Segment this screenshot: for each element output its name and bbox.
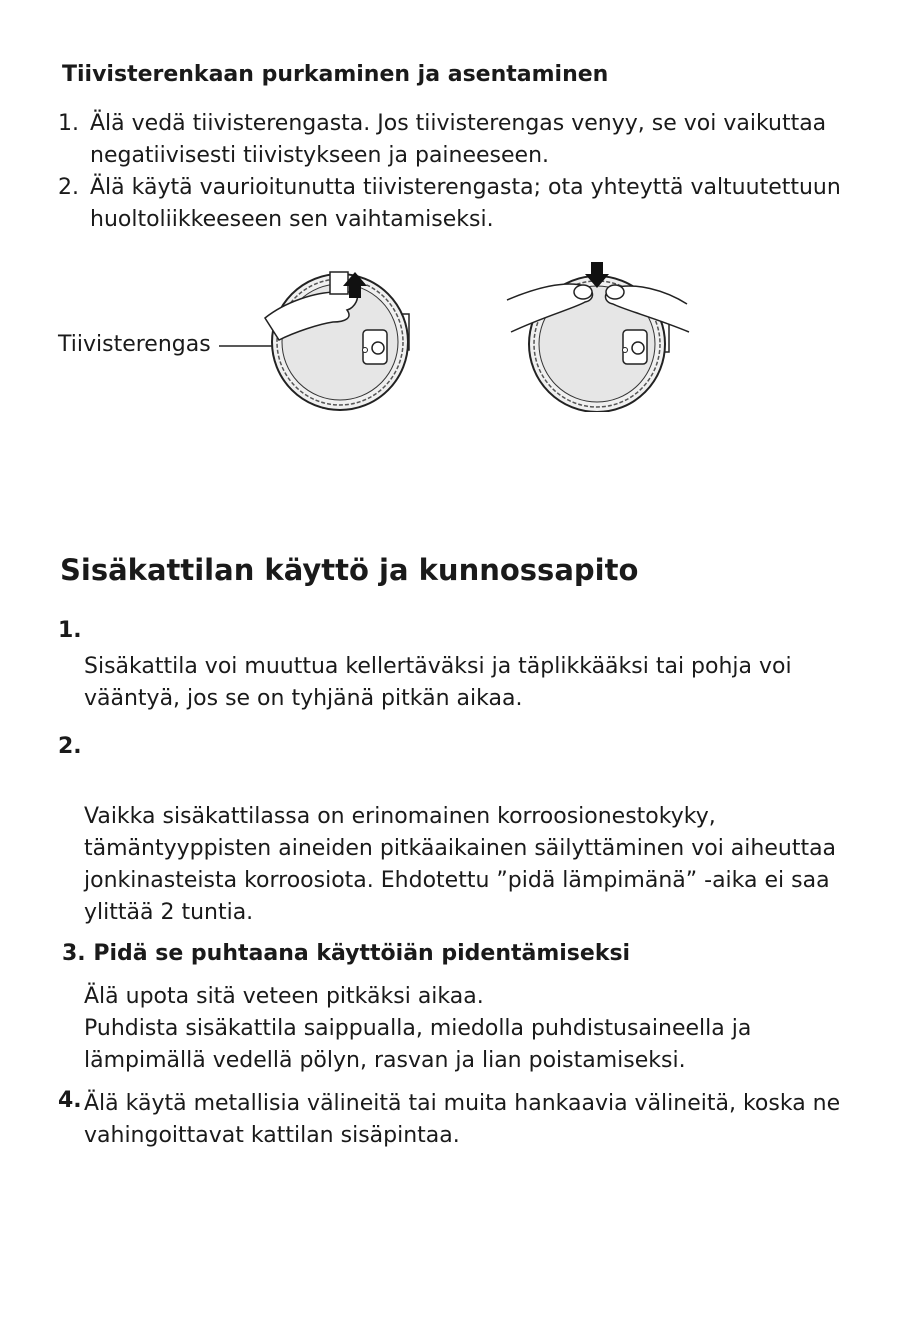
figure-label-seal-ring: Tiivisterengas bbox=[58, 332, 211, 357]
paragraph-line: Vaikka sisäkattilassa on erinomainen korroosionestokyky, bbox=[84, 804, 716, 829]
lid-install-ring-illustration bbox=[505, 260, 695, 412]
list-item-text: negatiivisesti tiivistykseen ja paineeseen. bbox=[90, 143, 550, 168]
section-title-seal-ring: Tiivisterenkaan purkaminen ja asentaminen bbox=[62, 62, 609, 87]
paragraph-line: vahingoittavat kattilan sisäpintaa. bbox=[84, 1123, 460, 1148]
paragraph-line: Sisäkattila voi muuttua kellertäväksi ja täplikkääksi tai pohja voi bbox=[84, 654, 792, 679]
list-number: 1. bbox=[58, 111, 79, 136]
paragraph-line: tämäntyyppisten aineiden pitkäaikainen säilyttäminen voi aiheuttaa bbox=[84, 836, 837, 861]
list-number: 1. bbox=[58, 618, 82, 643]
paragraph-line: vääntyä, jos se on tyhjänä pitkän aikaa. bbox=[84, 686, 523, 711]
paragraph-line: jonkinasteista korroosiota. Ehdotettu ”pidä lämpimänä” -aika ei saa bbox=[84, 868, 830, 893]
list-item-text: Älä vedä tiivisterengasta. Jos tiivisterengas venyy, se voi vaikuttaa bbox=[90, 111, 827, 136]
list-item-text: huoltoliikkeeseen sen vaihtamiseksi. bbox=[90, 207, 494, 232]
subheading-clean: 3. Pidä se puhtaana käyttöiän pidentämiseksi bbox=[62, 941, 631, 966]
paragraph-line: Älä upota sitä veteen pitkäksi aikaa. bbox=[84, 984, 484, 1009]
paragraph-line: Älä käytä metallisia välineitä tai muita hankaavia välineitä, koska ne bbox=[84, 1091, 841, 1116]
list-number: 2. bbox=[58, 734, 82, 759]
lid-remove-ring-illustration bbox=[215, 262, 415, 412]
section-title-inner-pot: Sisäkattilan käyttö ja kunnossapito bbox=[60, 553, 639, 587]
list-item-text: Älä käytä vaurioitunutta tiivisterengasta; ota yhteyttä valtuutettuun bbox=[90, 175, 841, 200]
paragraph-line: lämpimällä vedellä pölyn, rasvan ja lian poistamiseksi. bbox=[84, 1048, 686, 1073]
paragraph-line: ylittää 2 tuntia. bbox=[84, 900, 254, 925]
list-number: 2. bbox=[58, 175, 79, 200]
paragraph-line: Puhdista sisäkattila saippualla, miedolla puhdistusaineella ja bbox=[84, 1016, 752, 1041]
list-number: 4. bbox=[58, 1088, 82, 1113]
